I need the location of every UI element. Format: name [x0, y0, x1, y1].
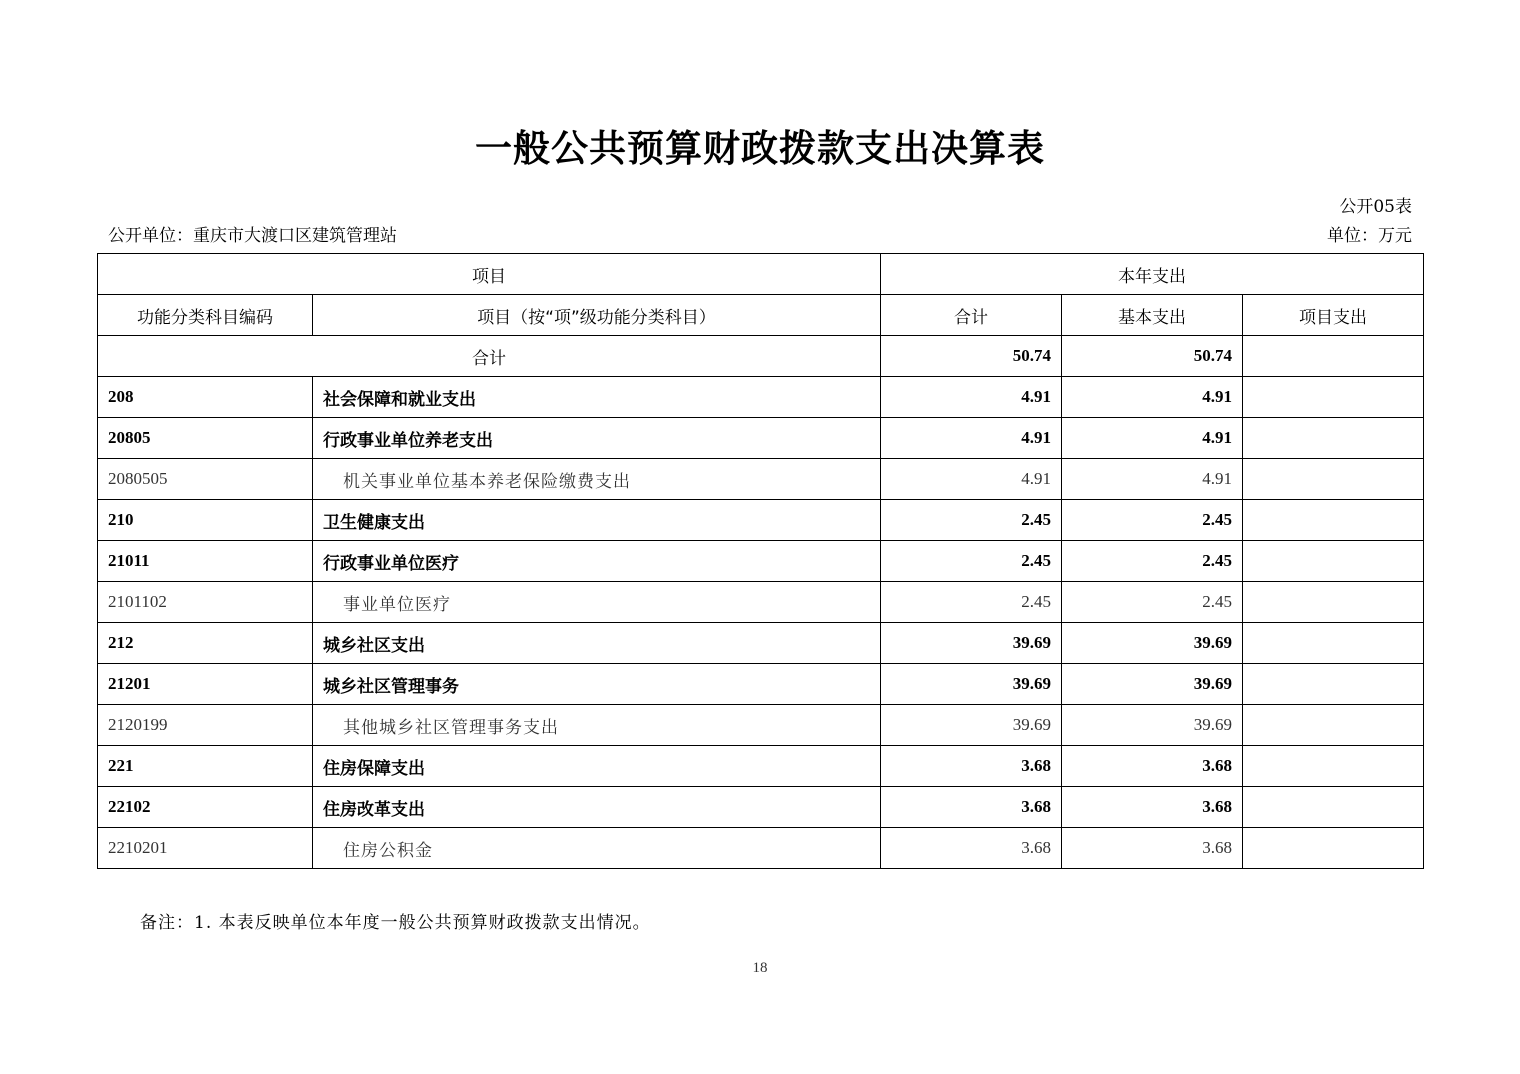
- budget-table: [97, 253, 1424, 869]
- row-program: [1243, 500, 1424, 541]
- table-row: [98, 582, 1424, 623]
- total-row: [98, 336, 1424, 377]
- footnote: 备注：1. 本表反映单位本年度一般公共预算财政拨款支出情况。: [140, 913, 651, 933]
- row-code: 212: [98, 623, 313, 664]
- row-code: 21201: [98, 664, 313, 705]
- row-program: [1243, 541, 1424, 582]
- row-name: 社会保障和就业支出: [313, 377, 881, 418]
- row-basic: 2.45: [1062, 500, 1243, 541]
- header-item: 项目（按“项”级功能分类科目）: [313, 295, 881, 336]
- row-total: 39.69: [881, 705, 1062, 746]
- total-basic: 50.74: [1062, 336, 1243, 377]
- table-row: [98, 418, 1424, 459]
- table-row: [98, 705, 1424, 746]
- row-total: 2.45: [881, 541, 1062, 582]
- page-title: 一般公共预算财政拨款支出决算表: [475, 127, 1045, 170]
- unit-name: 公开单位：重庆市大渡口区建筑管理站: [108, 226, 397, 246]
- row-basic: 2.45: [1062, 582, 1243, 623]
- row-basic: 3.68: [1062, 746, 1243, 787]
- table-row: [98, 746, 1424, 787]
- table-row: [98, 500, 1424, 541]
- header-current-year: 本年支出: [881, 254, 1424, 295]
- row-program: [1243, 459, 1424, 500]
- row-total: 3.68: [881, 787, 1062, 828]
- header-row-2: [98, 295, 1424, 336]
- table-id: 公开05表: [1339, 197, 1412, 217]
- row-code: 2120199: [98, 705, 313, 746]
- row-code: 221: [98, 746, 313, 787]
- page-number: 18: [752, 960, 768, 976]
- row-name: 城乡社区支出: [313, 623, 881, 664]
- row-name: 卫生健康支出: [313, 500, 881, 541]
- row-basic: 2.45: [1062, 541, 1243, 582]
- row-program: [1243, 664, 1424, 705]
- row-code: 210: [98, 500, 313, 541]
- table-row: [98, 459, 1424, 500]
- row-code: 22102: [98, 787, 313, 828]
- header-basic: 基本支出: [1062, 295, 1243, 336]
- row-code: 208: [98, 377, 313, 418]
- row-total: 3.68: [881, 746, 1062, 787]
- row-code: 2210201: [98, 828, 313, 869]
- table-row: [98, 377, 1424, 418]
- row-total: 2.45: [881, 582, 1062, 623]
- row-basic: 4.91: [1062, 459, 1243, 500]
- row-total: 4.91: [881, 459, 1062, 500]
- unit-label: 单位：万元: [1327, 226, 1412, 246]
- total-program: [1243, 336, 1424, 377]
- header-row-1: [98, 254, 1424, 295]
- row-program: [1243, 582, 1424, 623]
- row-name: 行政事业单位医疗: [313, 541, 881, 582]
- row-name: 其他城乡社区管理事务支出: [313, 705, 881, 746]
- row-basic: 39.69: [1062, 623, 1243, 664]
- row-name: 住房保障支出: [313, 746, 881, 787]
- row-total: 4.91: [881, 377, 1062, 418]
- header-total: 合计: [881, 295, 1062, 336]
- row-program: [1243, 746, 1424, 787]
- row-program: [1243, 787, 1424, 828]
- table-row: [98, 828, 1424, 869]
- row-code: 20805: [98, 418, 313, 459]
- row-basic: 3.68: [1062, 828, 1243, 869]
- row-basic: 39.69: [1062, 705, 1243, 746]
- total-amount: 50.74: [881, 336, 1062, 377]
- row-program: [1243, 623, 1424, 664]
- table-row: [98, 787, 1424, 828]
- header-project: 项目: [98, 254, 881, 295]
- row-basic: 4.91: [1062, 418, 1243, 459]
- row-total: 39.69: [881, 623, 1062, 664]
- row-code: 2080505: [98, 459, 313, 500]
- row-program: [1243, 377, 1424, 418]
- row-name: 城乡社区管理事务: [313, 664, 881, 705]
- row-program: [1243, 705, 1424, 746]
- header-code: 功能分类科目编码: [98, 295, 313, 336]
- row-name: 住房公积金: [313, 828, 881, 869]
- row-name: 住房改革支出: [313, 787, 881, 828]
- row-basic: 3.68: [1062, 787, 1243, 828]
- table-row: [98, 541, 1424, 582]
- total-label: 合计: [98, 336, 881, 377]
- row-program: [1243, 418, 1424, 459]
- row-total: 39.69: [881, 664, 1062, 705]
- row-total: 4.91: [881, 418, 1062, 459]
- row-program: [1243, 828, 1424, 869]
- row-name: 行政事业单位养老支出: [313, 418, 881, 459]
- row-basic: 39.69: [1062, 664, 1243, 705]
- row-code: 21011: [98, 541, 313, 582]
- row-name: 事业单位医疗: [313, 582, 881, 623]
- row-basic: 4.91: [1062, 377, 1243, 418]
- row-code: 2101102: [98, 582, 313, 623]
- row-total: 3.68: [881, 828, 1062, 869]
- header-program: 项目支出: [1243, 295, 1424, 336]
- row-total: 2.45: [881, 500, 1062, 541]
- table-row: [98, 623, 1424, 664]
- table-row: [98, 664, 1424, 705]
- row-name: 机关事业单位基本养老保险缴费支出: [313, 459, 881, 500]
